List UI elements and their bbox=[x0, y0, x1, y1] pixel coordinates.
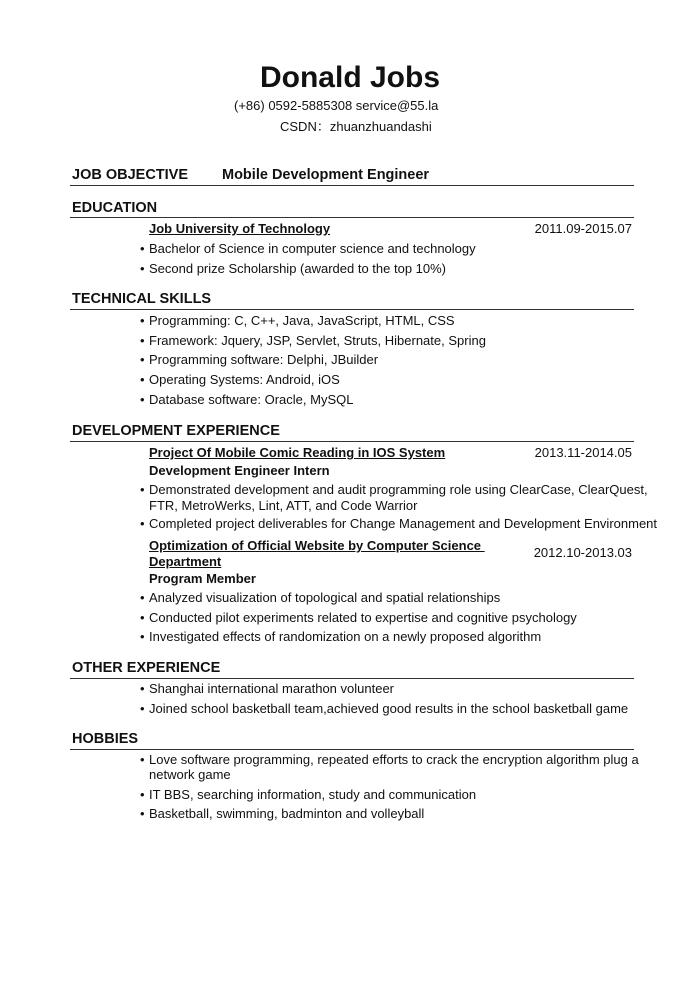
list-item: • Second prize Scholarship (awarded to the top 10%) bbox=[140, 261, 446, 277]
contact-line: (+86) 0592-5885308 service@55.la bbox=[234, 98, 439, 113]
list-item: • Programming: C, C++, Java, JavaScript, HTML, CSS bbox=[140, 313, 455, 329]
job-objective-value: Mobile Development Engineer bbox=[222, 167, 430, 183]
project-title-continuation: Department bbox=[149, 554, 222, 569]
project-dates: 2013.11-2014.05 bbox=[534, 445, 632, 460]
divider bbox=[70, 185, 634, 186]
skills-heading: TECHNICAL SKILLS bbox=[72, 291, 212, 307]
list-item: • Investigated effects of randomization on a newly proposed algorithm bbox=[140, 629, 541, 645]
project-title: Optimization of Official Website by Computer Science bbox=[149, 538, 485, 553]
project-title: Project Of Mobile Comic Reading in IOS System bbox=[149, 445, 446, 460]
list-item: • Joined school basketball team,achieved good results in the school basketball game bbox=[140, 701, 628, 717]
education-heading: EDUCATION bbox=[72, 200, 158, 216]
list-item: • Love software programming, repeated efforts to crack the encryption algorithm plug a bbox=[140, 752, 639, 768]
education-dates: 2011.09-2015.07 bbox=[534, 221, 632, 236]
project-dates: 2012.10-2013.03 bbox=[533, 545, 632, 560]
candidate-name: Donald Jobs bbox=[259, 61, 440, 94]
list-item: • Database software: Oracle, MySQL bbox=[140, 392, 353, 408]
list-item-continuation: network game bbox=[149, 767, 231, 782]
divider bbox=[70, 678, 634, 679]
list-item: • Programming software: Delphi, JBuilder bbox=[140, 352, 378, 368]
divider bbox=[70, 309, 634, 310]
other-heading: OTHER EXPERIENCE bbox=[72, 660, 221, 676]
divider bbox=[70, 217, 634, 218]
list-item: • Demonstrated development and audit programming role using ClearCase, ClearQuest, bbox=[140, 482, 648, 498]
project-role: Program Member bbox=[149, 571, 256, 586]
list-item: • Operating Systems: Android, iOS bbox=[140, 372, 340, 388]
school-name: Job University of Technology bbox=[149, 221, 331, 236]
csdn-line: CSDN：zhuanzhuandashi bbox=[280, 119, 432, 134]
list-item: • Completed project deliverables for Change Management and Development Environment bbox=[140, 516, 657, 532]
list-item: • Conducted pilot experiments related to expertise and cognitive psychology bbox=[140, 610, 577, 626]
list-item: • Framework: Jquery, JSP, Servlet, Struts, Hibernate, Spring bbox=[140, 333, 486, 349]
list-item: • Shanghai international marathon volunteer bbox=[140, 681, 394, 697]
list-item: • IT BBS, searching information, study and communication bbox=[140, 787, 476, 803]
list-item: • Basketball, swimming, badminton and volleyball bbox=[140, 806, 424, 822]
divider bbox=[70, 441, 634, 442]
divider bbox=[70, 749, 634, 750]
list-item: • Analyzed visualization of topological and spatial relationships bbox=[140, 590, 500, 606]
list-item-continuation: FTR, MetroWerks, Lint, ATT, and Code Warrior bbox=[149, 498, 418, 513]
list-item: • Bachelor of Science in computer science and technology bbox=[140, 241, 476, 257]
hobbies-heading: HOBBIES bbox=[72, 731, 139, 747]
project-role: Development Engineer Intern bbox=[149, 463, 330, 478]
development-heading: DEVELOPMENT EXPERIENCE bbox=[72, 423, 280, 439]
job-objective-label: JOB OBJECTIVE bbox=[72, 167, 189, 183]
